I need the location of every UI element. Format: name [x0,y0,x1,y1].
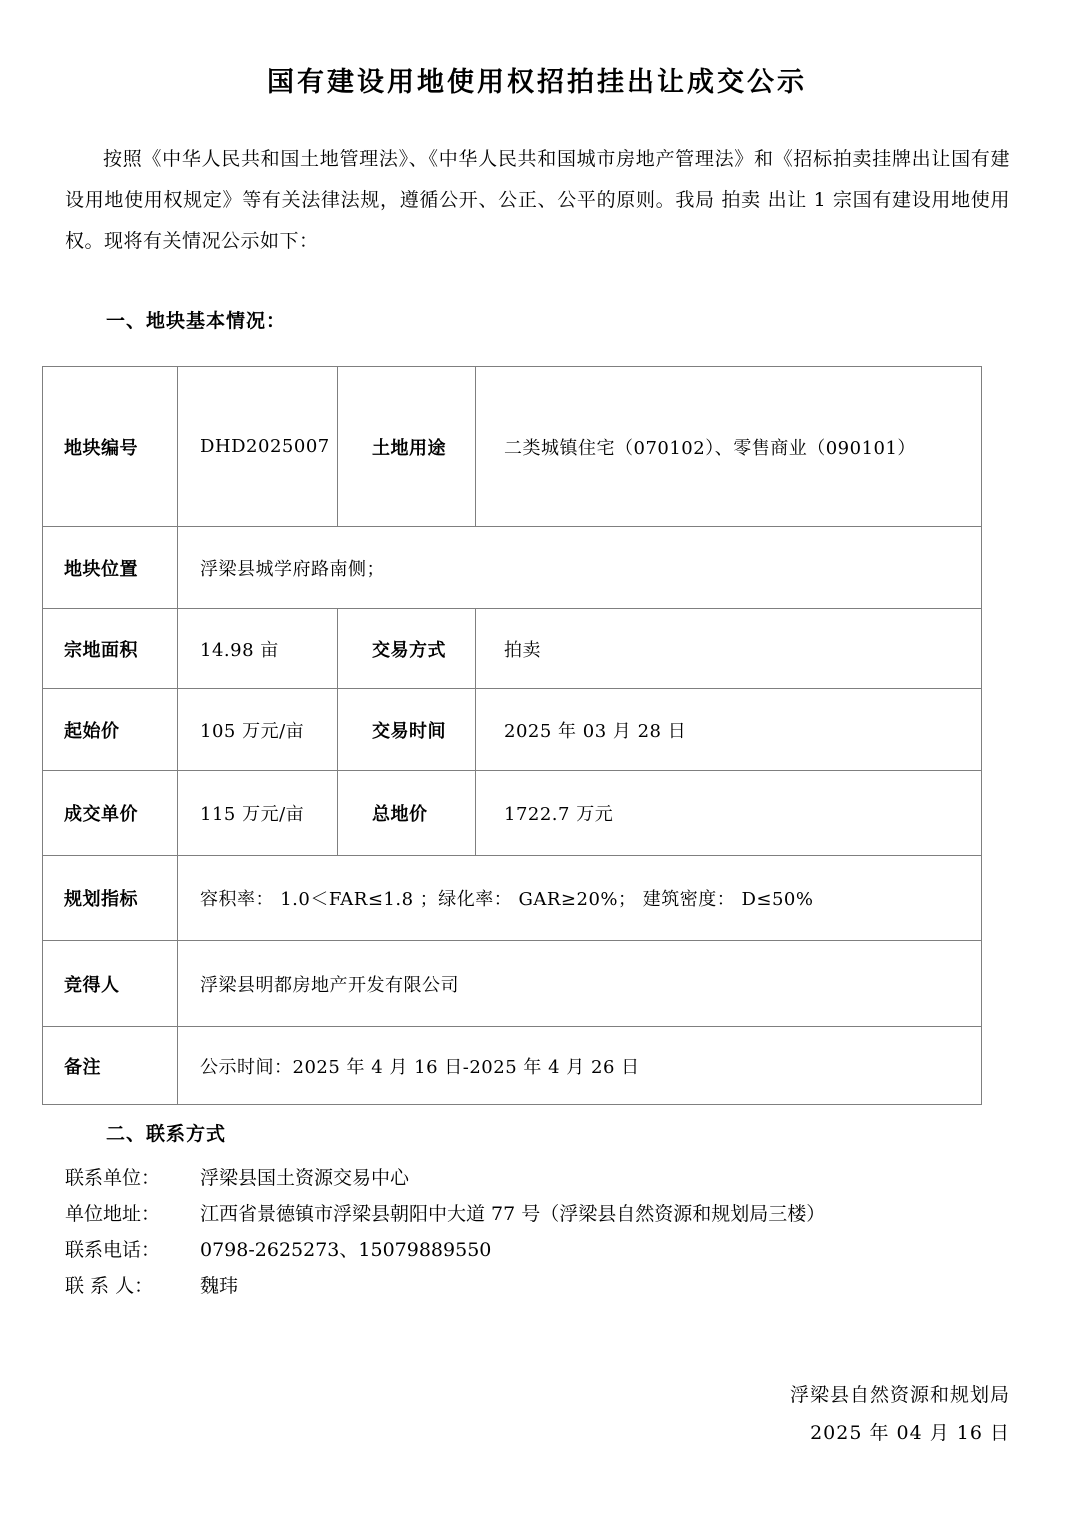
table-row-starting-price [43,689,982,771]
table-row-parcel-location [43,527,982,609]
signature-date: 2025 年 04 月 16 日 [810,1422,1010,1444]
contact-value-person: 魏玮 [200,1275,239,1297]
section-heading-parcel-info: 一、地块基本情况： [106,310,287,332]
cell-label-transaction-date: 交易时间 [338,689,476,771]
contact-row-person [65,1268,1010,1304]
signature-org: 浮梁县自然资源和规划局 [789,1384,1010,1406]
cell-label-winning-bidder: 竞得人 [43,941,178,1027]
contact-block [65,1160,1010,1304]
cell-value-parcel-location: 浮梁县城学府路南侧； [178,527,982,609]
cell-value-planning-indicators: 容积率： 1.0＜FAR≤1.8 ；绿化率： GAR≥20%； 建筑密度： D≤50% [178,856,982,941]
intro-paragraph: 按照《中华人民共和国土地管理法》、《中华人民共和国城市房地产管理法》和《招标拍卖挂牌出让国有建设用地使用权规定》等有关法律法规，遵循公开、公正、公平的原则。我局 拍卖 出让 1 宗国有建设用地使用权。现将有关情况公示如下： [65,148,1010,252]
contact-label-unit: 联系单位： [65,1167,161,1189]
contact-label-person: 联 系 人： [65,1275,154,1297]
cell-label-total-price: 总地价 [338,771,476,856]
table-row-parcel-area [43,609,982,689]
cell-value-winning-bidder: 浮梁县明都房地产开发有限公司 [178,941,982,1027]
cell-value-remarks: 公示时间：2025 年 4 月 16 日-2025 年 4 月 26 日 [178,1027,982,1105]
contact-value-phone: 0798-2625273、15079889550 [200,1239,492,1261]
cell-label-planning-indicators: 规划指标 [43,856,178,941]
cell-label-deal-unit-price: 成交单价 [43,771,178,856]
land-info-table [42,366,982,1105]
cell-label-parcel-area: 宗地面积 [43,609,178,689]
cell-label-transaction-type: 交易方式 [338,609,476,689]
cell-label-starting-price: 起始价 [43,689,178,771]
cell-label-land-use: 土地用途 [338,367,476,527]
signature-block [0,1376,1010,1452]
cell-label-parcel-location: 地块位置 [43,527,178,609]
cell-label-remarks: 备注 [43,1027,178,1105]
page-title: 国有建设用地使用权招拍挂出让成交公示 [267,67,807,98]
table-row-parcel-number [43,367,982,527]
contact-row-unit [65,1160,1010,1196]
cell-value-parcel-number: DHD2025007 [178,367,338,527]
contact-row-phone [65,1232,1010,1268]
cell-label-parcel-number: 地块编号 [43,367,178,527]
cell-value-transaction-type: 拍卖 [476,609,982,689]
cell-value-parcel-area: 14.98 亩 [178,609,338,689]
table-row-winning-bidder [43,941,982,1027]
cell-value-land-use: 二类城镇住宅（070102）、零售商业（090101） [476,367,982,527]
section-heading-contact-info: 二、联系方式 [106,1123,227,1145]
table-row-planning-indicators [43,856,982,941]
contact-row-address [65,1196,1010,1232]
contact-label-address: 单位地址： [65,1203,161,1225]
cell-value-starting-price: 105 万元/亩 [178,689,338,771]
table-row-deal-unit-price [43,771,982,856]
contact-value-unit: 浮梁县国土资源交易中心 [200,1167,410,1189]
table-row-remarks [43,1027,982,1105]
cell-value-transaction-date: 2025 年 03 月 28 日 [476,689,982,771]
contact-value-address: 江西省景德镇市浮梁县朝阳中大道 77 号（浮梁县自然资源和规划局三楼） [200,1203,826,1225]
cell-value-deal-unit-price: 115 万元/亩 [178,771,338,856]
contact-label-phone: 联系电话： [65,1239,161,1261]
cell-value-total-price: 1722.7 万元 [476,771,982,856]
